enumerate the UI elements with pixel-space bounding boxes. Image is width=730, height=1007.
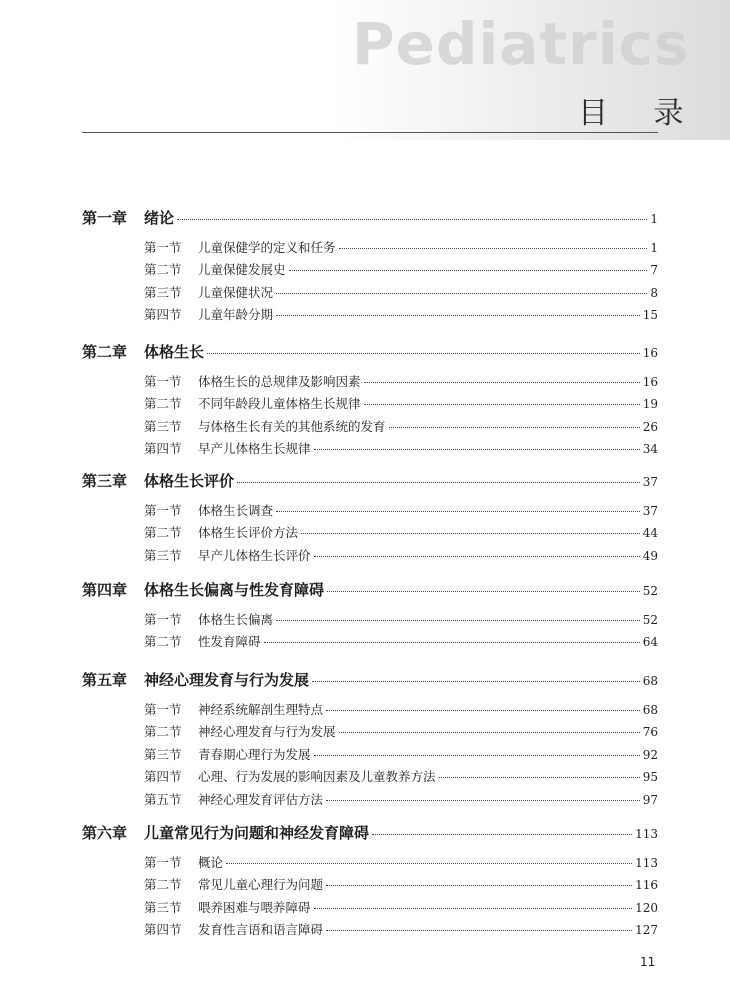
chapter-entry[interactable]	[82, 341, 658, 361]
chapter-entry[interactable]	[82, 207, 658, 227]
section-entry-page: 76	[642, 725, 658, 740]
section-entry-number: 第一节	[144, 374, 182, 389]
chapter-entry-title: 绪论	[144, 209, 175, 227]
section-entry[interactable]	[82, 745, 658, 762]
section-entry-number: 第四节	[144, 441, 182, 457]
section-entry[interactable]	[82, 283, 658, 300]
chapter-entry-page: 16	[642, 346, 658, 360]
section-entry-number: 第三节	[144, 899, 182, 915]
chapter-entry-number: 第一章	[82, 209, 128, 227]
section-entry-title: 儿童保健状况	[198, 284, 274, 300]
section-entry-page: 49	[642, 548, 658, 563]
section-entry-page: 113	[635, 856, 658, 870]
dot-leader	[276, 315, 640, 316]
dot-leader	[314, 449, 640, 450]
section-entry-page: 116	[635, 878, 658, 893]
chapter-entry-title: 体格生长评价	[144, 472, 235, 490]
chapter-entry-title: 儿童常见行为问题和神经发育障碍	[144, 824, 370, 842]
dot-leader	[237, 482, 640, 483]
section-entry[interactable]	[82, 546, 658, 563]
chapter-entry[interactable]	[82, 579, 658, 599]
section-entry-number: 第三节	[144, 418, 182, 434]
dot-leader	[439, 777, 640, 778]
dot-leader	[276, 511, 640, 512]
dot-leader	[339, 732, 640, 733]
dot-leader	[326, 930, 632, 931]
dot-leader	[327, 591, 640, 592]
section-entry-number: 第三节	[144, 547, 182, 563]
section-entry-number: 第一节	[144, 612, 182, 627]
section-entry-page: 97	[642, 792, 658, 807]
chapter-entry-number: 第六章	[82, 824, 128, 842]
section-entry-title: 神经系统解剖生理特点	[198, 702, 324, 717]
section-entry-title: 青春期心理行为发展	[198, 746, 311, 762]
section-entry-title: 体格生长的总规律及影响因素	[198, 374, 361, 389]
section-entry[interactable]	[82, 260, 658, 277]
section-entry-title: 性发育障碍	[198, 634, 261, 650]
section-entry-page: 26	[642, 419, 658, 434]
section-entry-title: 概论	[198, 855, 224, 870]
dot-leader	[339, 248, 648, 249]
section-entry-page: 16	[642, 375, 658, 389]
section-entry-number: 第三节	[144, 284, 182, 300]
section-entry-page: 7	[650, 263, 658, 278]
section-entry-page: 120	[635, 900, 658, 915]
section-entry-number: 第二节	[144, 396, 182, 412]
dot-leader	[312, 681, 640, 682]
section-entry-page: 44	[642, 526, 658, 541]
dot-leader	[314, 908, 633, 909]
section-entry-number: 第三节	[144, 746, 182, 762]
section-entry-number: 第一节	[144, 240, 182, 255]
chapter-entry-number: 第四章	[82, 581, 128, 599]
section-entry-title: 体格生长偏离	[198, 612, 274, 627]
chapter-entry-title: 体格生长偏离与性发育障碍	[144, 581, 325, 599]
section-entry[interactable]	[82, 790, 658, 807]
section-entry-number: 第二节	[144, 262, 182, 278]
section-entry-title: 与体格生长有关的其他系统的发育	[198, 418, 386, 434]
section-entry-title: 早产儿体格生长规律	[198, 441, 311, 457]
chapter-entry[interactable]	[82, 669, 658, 689]
section-entry-title: 儿童保健发展史	[198, 262, 286, 278]
chapter-entry-number: 第二章	[82, 343, 128, 361]
section-entry-page: 37	[642, 504, 658, 518]
dot-leader	[326, 710, 640, 711]
section-entry[interactable]	[82, 610, 658, 627]
section-entry-page: 19	[642, 397, 658, 412]
chapter-entry[interactable]	[82, 822, 658, 842]
dot-leader	[364, 382, 640, 383]
dot-leader	[276, 620, 640, 621]
section-entry-page: 15	[642, 308, 658, 323]
section-entry-page: 68	[642, 703, 658, 717]
section-entry[interactable]	[82, 394, 658, 411]
dot-leader	[314, 755, 640, 756]
section-entry[interactable]	[82, 898, 658, 915]
chapter-entry-page: 68	[642, 674, 658, 688]
dot-leader	[276, 293, 647, 294]
section-entry-number: 第一节	[144, 855, 182, 870]
dot-leader	[326, 800, 640, 801]
dot-leader	[264, 642, 640, 643]
section-entry-number: 第二节	[144, 877, 182, 893]
page-title: 目 录	[578, 96, 702, 131]
section-entry-title: 喂养困难与喂养障碍	[198, 899, 311, 915]
section-entry-title: 体格生长评价方法	[198, 525, 299, 541]
chapter-entry-number: 第三章	[82, 472, 128, 490]
section-entry-title: 儿童年龄分期	[198, 307, 274, 323]
dot-leader	[289, 270, 648, 271]
section-entry-number: 第四节	[144, 307, 182, 323]
section-entry-title: 儿童保健学的定义和任务	[198, 240, 336, 255]
chapter-entry-title: 体格生长	[144, 343, 205, 361]
section-entry-number: 第一节	[144, 702, 182, 717]
section-entry-page: 1	[650, 241, 658, 255]
section-entry[interactable]	[82, 700, 658, 717]
section-entry-page: 34	[642, 442, 658, 457]
section-entry[interactable]	[82, 501, 658, 518]
section-entry-number: 第四节	[144, 769, 182, 785]
dot-leader	[364, 404, 640, 405]
pediatrics-watermark: Pediatrics	[352, 10, 690, 78]
section-entry[interactable]	[82, 372, 658, 389]
section-entry[interactable]	[82, 238, 658, 255]
dot-leader	[314, 556, 640, 557]
section-entry-number: 第一节	[144, 503, 182, 518]
section-entry-page: 127	[635, 923, 658, 938]
section-entry-title: 常见儿童心理行为问题	[198, 877, 324, 893]
section-entry-title: 神经心理发育评估方法	[198, 791, 324, 807]
section-entry-title: 体格生长调查	[198, 503, 274, 518]
chapter-entry-page: 52	[642, 584, 658, 598]
section-entry[interactable]	[82, 853, 658, 870]
section-entry-page: 92	[642, 747, 658, 762]
section-entry-title: 神经心理发育与行为发展	[198, 724, 336, 740]
chapter-entry-number: 第五章	[82, 671, 128, 689]
section-entry[interactable]	[82, 722, 658, 739]
section-entry-page: 64	[642, 635, 658, 650]
section-entry[interactable]	[82, 439, 658, 456]
page-number: 11	[640, 955, 656, 969]
section-entry[interactable]	[82, 875, 658, 892]
section-entry[interactable]	[82, 417, 658, 434]
section-entry-number: 第二节	[144, 634, 182, 650]
dot-leader	[389, 427, 640, 428]
chapter-entry-page: 1	[650, 212, 658, 226]
dot-leader	[372, 834, 632, 835]
section-entry-number: 第二节	[144, 724, 182, 740]
section-entry-title: 发育性言语和语言障碍	[198, 922, 324, 938]
dot-leader	[177, 219, 647, 220]
section-entry-title: 不同年龄段儿童体格生长规律	[198, 396, 361, 412]
section-entry[interactable]	[82, 305, 658, 322]
dot-leader	[207, 353, 640, 354]
section-entry-number: 第二节	[144, 525, 182, 541]
dot-leader	[301, 533, 640, 534]
dot-leader	[326, 885, 632, 886]
section-entry[interactable]	[82, 523, 658, 540]
section-entry-number: 第五节	[144, 791, 182, 807]
section-entry-page: 52	[642, 613, 658, 627]
chapter-entry-page: 37	[642, 475, 658, 489]
dot-leader	[226, 863, 632, 864]
section-entry-title: 心理、行为发展的影响因素及儿童教养方法	[198, 769, 436, 785]
chapter-entry-page: 113	[635, 827, 658, 841]
section-entry-title: 早产儿体格生长评价	[198, 547, 311, 563]
section-entry-page: 8	[650, 285, 658, 300]
section-entry[interactable]	[82, 920, 658, 937]
chapter-entry-title: 神经心理发育与行为发展	[144, 671, 310, 689]
section-entry[interactable]	[82, 632, 658, 649]
chapter-entry[interactable]	[82, 470, 658, 490]
section-entry-number: 第四节	[144, 922, 182, 938]
section-entry-page: 95	[642, 770, 658, 785]
section-entry[interactable]	[82, 767, 658, 784]
